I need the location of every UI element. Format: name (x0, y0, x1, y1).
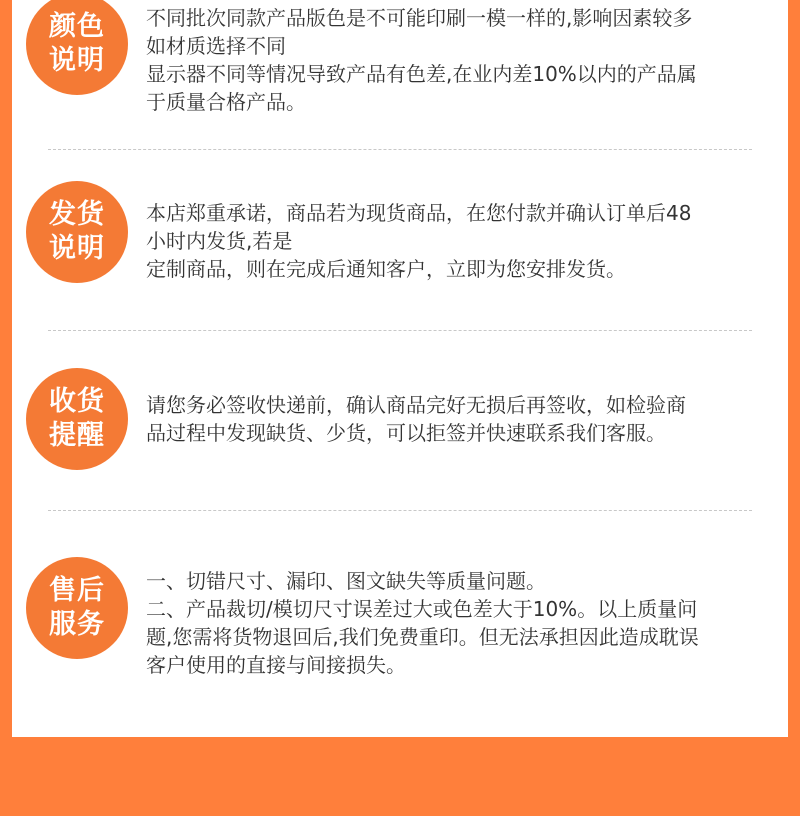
badge-line-1: 收货 (49, 386, 105, 417)
section-divider (48, 149, 752, 150)
info-card (12, 0, 788, 737)
text-line: 显示器不同等情况导致产品有色差,在业内差10%以内的产品属 (146, 62, 697, 86)
after-sales-text (146, 567, 776, 679)
text-line: 于质量合格产品。 (146, 90, 306, 114)
badge-line-1: 售后 (49, 575, 105, 606)
text-line: 一、切错尺寸、漏印、图文缺失等质量问题。 (146, 569, 546, 593)
badge-line-1: 颜色 (49, 11, 105, 42)
shipping-note-text (146, 199, 776, 283)
text-line: 二、产品裁切/模切尺寸误差过大或色差大于10%。以上质量问 (146, 597, 698, 621)
section-divider (48, 510, 752, 511)
shipping-note-badge (26, 181, 128, 283)
text-line: 请您务必签收快递前，确认商品完好无损后再签收，如检验商 (146, 393, 686, 417)
badge-line-2: 提醒 (49, 420, 105, 451)
color-note-badge (26, 0, 128, 95)
text-line: 品过程中发现缺货、少货，可以拒签并快速联系我们客服。 (146, 421, 666, 445)
badge-line-2: 服务 (49, 609, 105, 640)
badge-line-1: 发货 (49, 199, 105, 230)
after-sales-badge (26, 557, 128, 659)
color-note-text (146, 4, 776, 116)
text-line: 本店郑重承诺，商品若为现货商品，在您付款并确认订单后48 (146, 201, 692, 225)
text-line: 如材质选择不同 (146, 34, 286, 58)
badge-line-2: 说明 (49, 45, 105, 76)
text-line: 题,您需将货物退回后,我们免费重印。但无法承担因此造成耽误 (146, 625, 699, 649)
text-line: 定制商品，则在完成后通知客户，立即为您安排发货。 (146, 257, 626, 281)
badge-line-2: 说明 (49, 233, 105, 264)
text-line: 小时内发货,若是 (146, 229, 293, 253)
text-line: 不同批次同款产品版色是不可能印刷一模一样的,影响因素较多 (146, 6, 693, 30)
receipt-reminder-text (146, 391, 776, 447)
section-divider (48, 330, 752, 331)
text-line: 客户使用的直接与间接损失。 (146, 653, 406, 677)
receipt-reminder-badge (26, 368, 128, 470)
